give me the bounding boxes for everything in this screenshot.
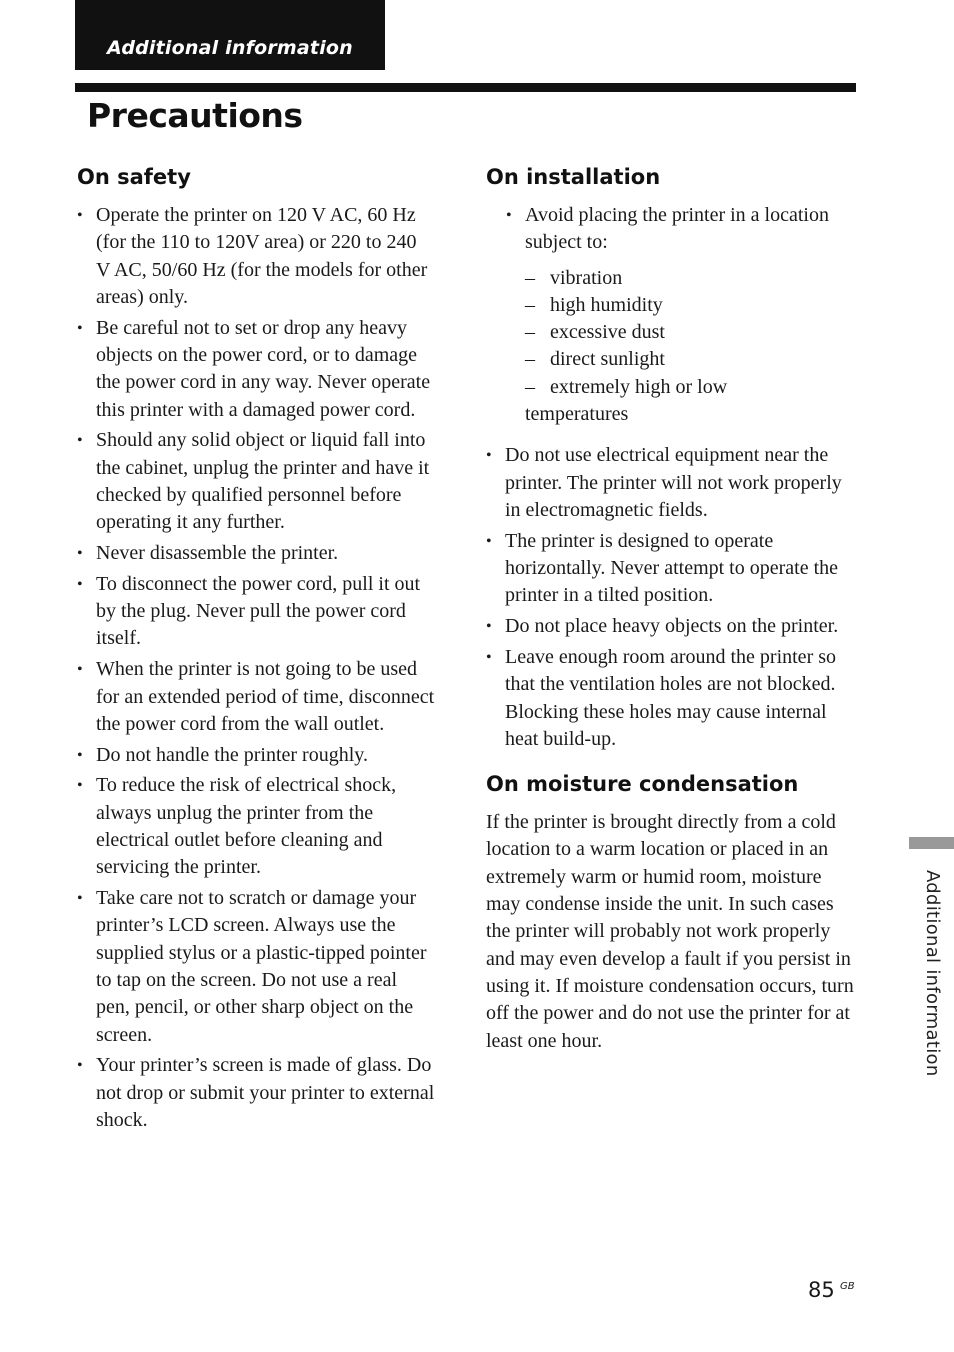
- bullet-icon: •: [77, 207, 83, 224]
- side-tab-marker: [909, 837, 954, 849]
- list-item: – vibration: [486, 265, 858, 292]
- section-tab: [75, 0, 385, 70]
- bullet-icon: •: [77, 545, 83, 563]
- bullet-icon: •: [506, 207, 512, 224]
- installation-section: [486, 160, 858, 1055]
- bullet-icon: •: [77, 890, 83, 908]
- title-rule: [75, 83, 856, 92]
- list-item: • Take care not to scratch or damage your printer’s LCD screen. Always use the supplied stylus or a plastic-tipped pointer to tap on the screen. Do not use a real pen, pencil, or other sharp object on the screen.: [77, 887, 427, 1046]
- list-item: • When the printer is not going to be used for an extended period of time, disconnect the power cord from the wall outlet.: [77, 658, 435, 735]
- page-code: GB: [840, 1281, 855, 1292]
- dash-icon: –: [525, 321, 535, 344]
- moisture-heading: On moisture condensation: [486, 772, 799, 797]
- list-item: – excessive dust: [486, 319, 858, 346]
- bullet-icon: •: [77, 1057, 83, 1075]
- installation-intro: • Avoid placing the printer in a location subject to:: [506, 204, 829, 254]
- conditions-tail: temperatures: [525, 403, 629, 426]
- list-item: • To reduce the risk of electrical shock, always unplug the printer from the electrical outlet before cleaning and servicing the printer.: [77, 774, 397, 879]
- list-item: • Do not handle the printer roughly.: [77, 742, 435, 769]
- list-item: • Leave enough room around the printer so that the ventilation holes are not blocked. Blocking these holes may cause internal heat build-up.: [486, 645, 837, 750]
- bullet-icon: •: [486, 447, 492, 465]
- bullet-icon: •: [486, 618, 492, 636]
- page-title: Precautions: [87, 96, 303, 135]
- bullet-icon: •: [486, 532, 492, 550]
- dash-icon: –: [525, 348, 535, 371]
- bullet-icon: •: [77, 319, 83, 337]
- list-item: • Never disassemble the printer.: [77, 540, 435, 567]
- side-tab-label: Additional information: [922, 870, 943, 1077]
- list-item: – extremely high or low: [486, 374, 858, 401]
- conditions-list: [486, 265, 858, 401]
- bullet-icon: •: [486, 648, 492, 666]
- bullet-icon: •: [77, 575, 83, 593]
- list-item: – direct sunlight: [486, 346, 858, 373]
- list-item: • The printer is designed to operate horizontally. Never attempt to operate the printer in a tilted position.: [486, 529, 839, 607]
- safety-section: [77, 160, 435, 1138]
- list-item: • Operate the printer on 120 V AC, 60 Hz (for the 110 to 120V area) or 220 to 240 V AC, 50/60 Hz (for the models for other areas) only.: [77, 204, 428, 308]
- list-item: • Your printer’s screen is made of glass. Do not drop or submit your printer to external shock.: [77, 1054, 435, 1131]
- list-item: – high humidity: [486, 292, 858, 319]
- dash-icon: –: [525, 375, 535, 398]
- bullet-icon: •: [77, 746, 83, 764]
- list-item: • Do not place heavy objects on the printer.: [486, 613, 858, 640]
- safety-heading: On safety: [77, 165, 191, 189]
- safety-list: [77, 202, 435, 1134]
- moisture-paragraph: If the printer is brought directly from a cold location to a warm location or placed in an extremely warm or humid room, moisture may condense inside the unit. In such cases the printer will probably not work properly and may even develop a fault if you persist in using it. If moisture condensation occurs, turn off the power and do not use the printer for at least one hour.: [486, 811, 854, 1052]
- installation-heading: On installation: [486, 165, 661, 189]
- list-item: • To disconnect the power cord, pull it out by the plug. Never pull the power cord itself.: [77, 572, 421, 650]
- list-item: • Should any solid object or liquid fall into the cabinet, unplug the printer and have it checked by qualified personnel before operating it any further.: [77, 429, 430, 534]
- bullet-icon: •: [77, 432, 83, 450]
- list-item: • Be careful not to set or drop any heavy objects on the power cord, or to damage the power cord in any way. Never operate this printer with a damaged power cord.: [77, 316, 431, 421]
- dash-icon: –: [525, 293, 535, 316]
- installation-list: [486, 442, 858, 753]
- list-item: • Do not use electrical equipment near the printer. The printer will not work properly in electromagnetic fields.: [486, 444, 842, 521]
- section-tab-label: Additional information: [107, 37, 353, 59]
- dash-icon: –: [525, 266, 535, 289]
- page-number: 85: [808, 1278, 835, 1302]
- bullet-icon: •: [77, 661, 83, 679]
- bullet-icon: •: [77, 777, 83, 795]
